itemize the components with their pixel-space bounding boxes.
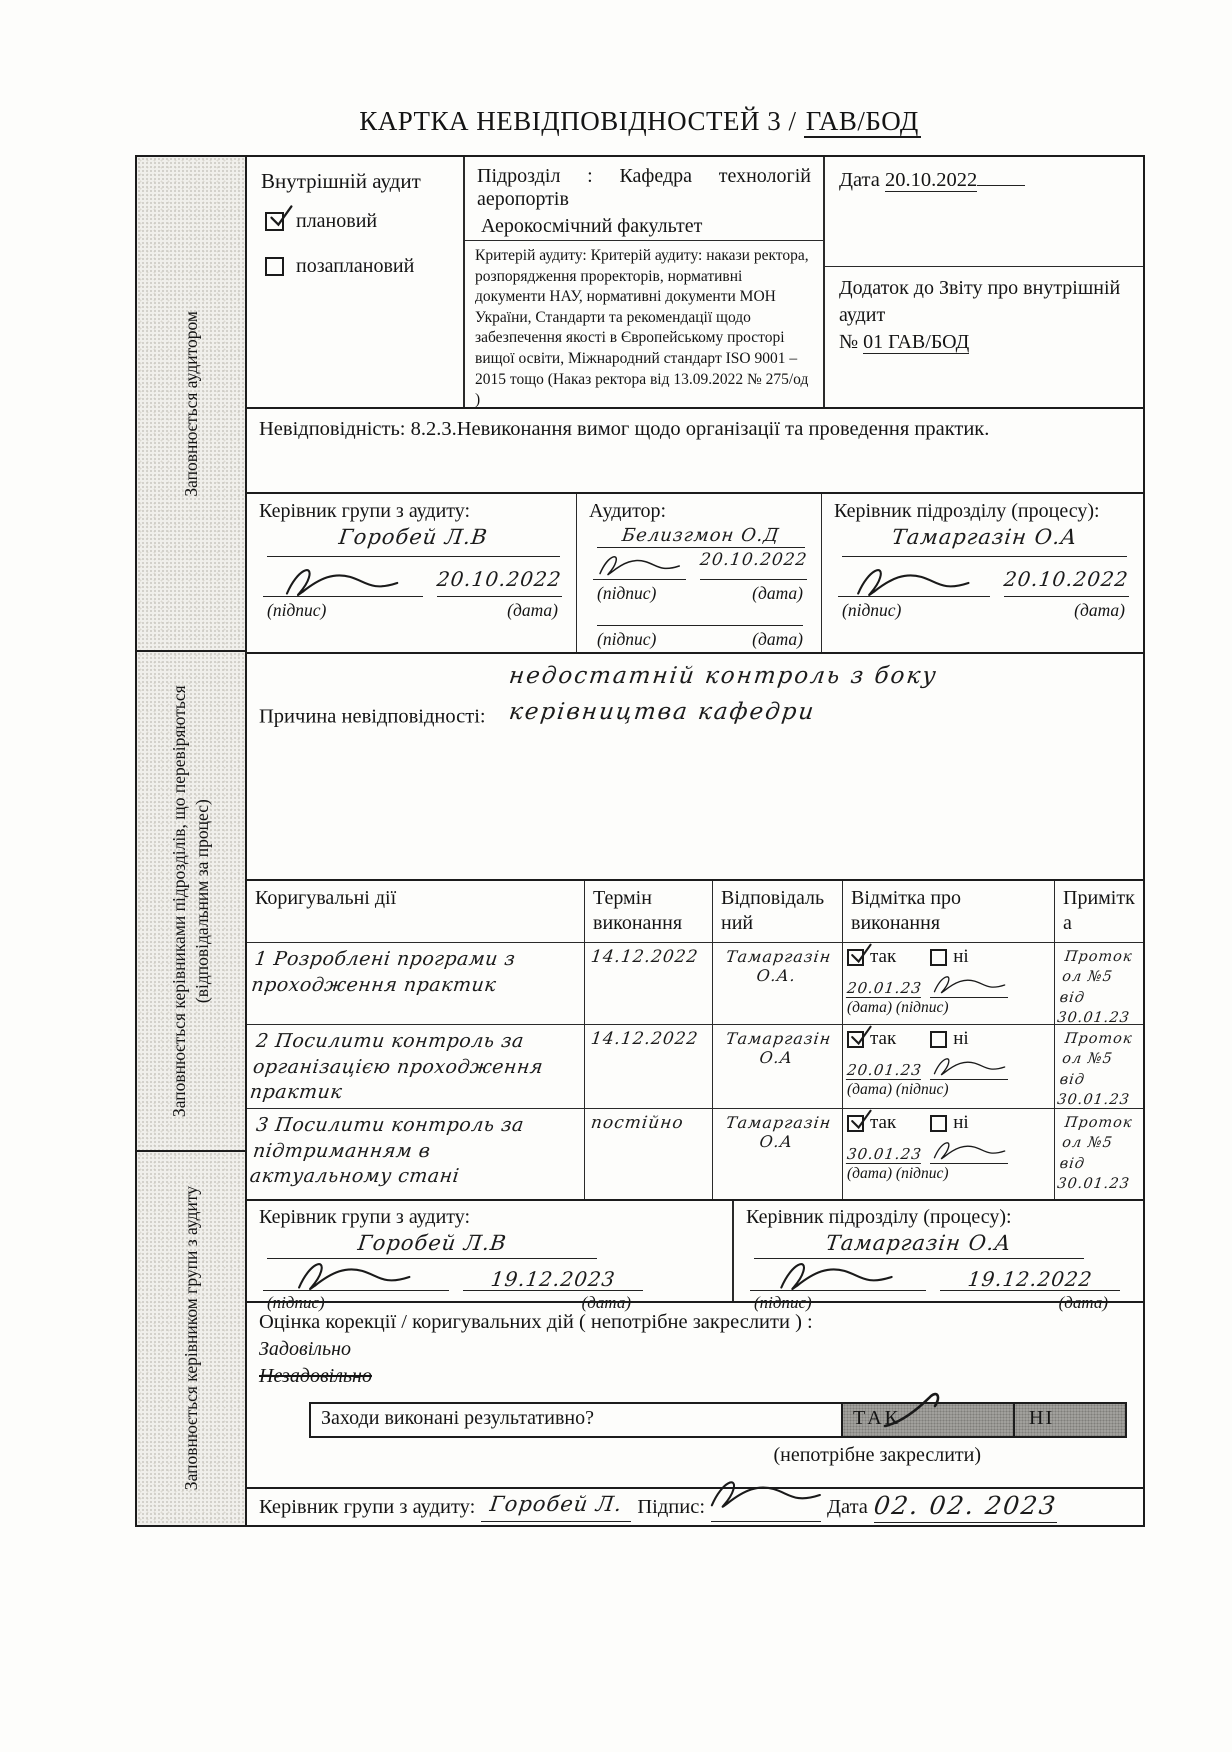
sidebar-section-lead-auditor <box>137 1152 245 1525</box>
signature-squiggle-icon <box>840 562 985 604</box>
corrective-actions-table <box>247 879 1143 1199</box>
no-checkbox[interactable] <box>930 1115 947 1132</box>
term-cell <box>585 1025 713 1108</box>
no-label: ні <box>953 1028 969 1049</box>
handwritten-slash-icon <box>877 1392 947 1436</box>
handwritten-date: 19.12.2022 <box>966 1267 1094 1291</box>
handwritten-name-line <box>754 1231 1084 1259</box>
signature-caption: (підпис) <box>267 600 327 620</box>
signature-squiggle-icon <box>930 1133 1008 1169</box>
signature <box>263 567 423 597</box>
role-label: Керівник підрозділу (процесу): <box>834 500 1100 522</box>
handwritten-term: 14.12.2022 <box>589 1029 700 1049</box>
term-cell <box>585 1109 713 1199</box>
sidebar-section-auditor <box>137 157 245 652</box>
handwritten-note: Протокол №5 від 30.01.23 <box>1056 1031 1134 1108</box>
measures-question: Заходи виконані результативно? <box>311 1404 841 1436</box>
yes-no-row <box>843 1025 1054 1050</box>
measures-effective-box <box>309 1402 1127 1438</box>
signature-caption-row <box>589 629 811 650</box>
form-content <box>247 157 1143 1525</box>
yes-no-row <box>843 943 1054 968</box>
blank-signature-line <box>597 608 803 626</box>
handwritten-term: постійно <box>589 1113 685 1133</box>
signature-caption: (підпис) <box>895 1081 949 1098</box>
mark-signature-line <box>843 1050 1054 1080</box>
handwritten-date: 02. 02. 2023 <box>872 1491 1059 1520</box>
annex-text: Додаток до Звіту про внутрішній аудит <box>839 277 1121 326</box>
signature <box>930 1056 1008 1080</box>
date-caption: (дата) <box>847 999 893 1016</box>
table-row <box>247 943 1143 1025</box>
signature <box>593 550 686 580</box>
role-label: Керівник групи з аудиту: <box>259 500 471 522</box>
date-slot <box>700 550 807 580</box>
date-caption: (дата) <box>1074 600 1125 620</box>
handwritten-check-icon <box>849 941 873 966</box>
no-checkbox[interactable] <box>930 1031 947 1048</box>
col-header-responsible: Відповідальний <box>713 881 843 942</box>
handwritten-responsible: Тамаргазін О.А. <box>724 947 833 985</box>
signature-date-line <box>593 550 807 580</box>
signature <box>263 1267 449 1291</box>
audit-type-cell <box>247 157 465 407</box>
no-value: НІ <box>1029 1407 1055 1429</box>
signature <box>930 974 1008 998</box>
cause-label: Причина невідповідності: <box>259 705 486 728</box>
handwritten-action: 3 Посилити контроль за підтриманням в актуальному стані <box>248 1114 526 1188</box>
handwritten-date: 20.10.2022 <box>436 567 564 591</box>
no-label: ні <box>953 946 969 967</box>
signature-squiggle-icon <box>265 1256 442 1298</box>
yes-checkbox[interactable] <box>847 1031 864 1048</box>
signature-caption: (підпис) <box>895 1165 949 1182</box>
date-caption: (дата) <box>752 582 803 603</box>
annex-cell <box>825 267 1143 407</box>
signature-squiggle-icon <box>930 1049 1008 1085</box>
evaluation-section <box>247 1301 1143 1487</box>
date-value: 20.10.2022 <box>885 169 978 191</box>
mark-cell <box>843 1025 1055 1108</box>
yes-value: ТАК <box>853 1407 902 1429</box>
signature-squiggle-icon <box>930 967 1008 1003</box>
unplanned-checkbox[interactable] <box>265 257 284 276</box>
title-text: КАРТКА НЕВІДПОВІДНОСТЕЙ 3 / <box>359 106 797 136</box>
handwritten-name: Горобей Л.В <box>337 525 490 549</box>
planned-label: плановий <box>296 210 378 232</box>
handwritten-name-line <box>842 525 1127 557</box>
action-cell <box>247 943 585 1024</box>
handwritten-name: Горобей Л.В <box>356 1231 508 1255</box>
handwritten-name: Тамаргазін О.А <box>890 525 1079 549</box>
mark-signature-line <box>843 968 1054 998</box>
handwritten-check-icon <box>849 1023 873 1048</box>
col-header-mark: Відмітка про виконання <box>843 881 1055 942</box>
audit-lead-signature-block <box>247 494 577 652</box>
date-slot <box>940 1267 1120 1291</box>
handwritten-note: Протокол №5 від 30.01.23 <box>1056 949 1134 1026</box>
signature-caption: (підпис) <box>597 582 657 603</box>
cause-line-1: недостатній контроль з боку <box>507 663 939 689</box>
handwritten-responsible: Тамаргазін О.А <box>724 1029 833 1067</box>
audit-lead-signature-block <box>247 1201 734 1312</box>
note-cell <box>1055 943 1143 1024</box>
date-slot <box>463 1267 643 1291</box>
date-caption: (дата) <box>752 629 803 649</box>
annex-number-value: 01 ГАВ/БОД <box>863 331 970 353</box>
yes-label: так <box>870 946 897 967</box>
handwritten-check-icon <box>268 202 294 230</box>
yes-checkbox[interactable] <box>847 1115 864 1132</box>
signature-date-line <box>750 1261 1120 1291</box>
unit-name: Підрозділ : Кафедра технологій аеропортів <box>477 165 811 210</box>
handwritten-name-line <box>267 525 560 557</box>
handwritten-name: Горобей Л. <box>488 1492 624 1516</box>
yes-label: так <box>870 1112 897 1133</box>
col-header-actions: Коригувальні дії <box>247 881 585 942</box>
action-cell <box>247 1025 585 1108</box>
signature-date-line <box>263 1261 643 1291</box>
handwritten-date-line <box>874 1491 1057 1523</box>
responsible-cell <box>713 943 843 1024</box>
process-head-signature-block <box>734 1201 1143 1312</box>
signature <box>711 1492 821 1522</box>
nonconformity-row: Невідповідність: 8.2.3.Невиконання вимог щодо організації та проведення практик. <box>247 407 1143 492</box>
handwritten-name-line <box>267 1231 597 1259</box>
responsible-cell <box>713 1025 843 1108</box>
faculty-name: Аерокосмічний факультет <box>481 215 703 237</box>
strike-instruction: (непотрібне закреслити) <box>773 1444 981 1466</box>
no-cell[interactable] <box>1013 1404 1125 1436</box>
unplanned-label: позаплановий <box>296 255 415 277</box>
date-caption: (дата) <box>847 1165 893 1182</box>
page-title <box>135 106 1145 137</box>
handwritten-done-date: 20.01.23 <box>845 979 923 997</box>
signature-label: Підпис: <box>637 1495 706 1518</box>
table-header-row <box>247 881 1143 943</box>
signature-caption: (підпис) <box>842 600 902 620</box>
date-label: Дата <box>839 169 880 191</box>
auditor-signature-block <box>577 494 822 652</box>
evaluation-label: Оцінка корекції / коригувальних дій ( непотрібне закреслити ) : <box>259 1311 813 1333</box>
no-checkbox[interactable] <box>930 949 947 966</box>
date-annex-cell <box>825 157 1143 407</box>
no-label: ні <box>953 1112 969 1133</box>
date-underline-tail <box>977 166 1025 186</box>
handwritten-done-date: 30.01.23 <box>845 1145 923 1163</box>
top-signatures-row <box>247 492 1143 652</box>
handwritten-action: 1 Розроблені програми з проходження практик <box>250 948 517 996</box>
signature-squiggle-icon <box>752 1256 919 1298</box>
sidebar-label: Заповнюється керівниками підрозділів, що перевіряються (відповідальним за процес) <box>169 685 212 1117</box>
annex-number-label: № <box>839 331 859 353</box>
handwritten-name-line <box>481 1492 631 1522</box>
date-cell <box>825 157 1143 267</box>
role-label: Керівник групи з аудиту: <box>259 1206 471 1228</box>
planned-option <box>265 210 453 233</box>
audit-type-label: Внутрішній аудит <box>261 169 421 193</box>
signature <box>750 1267 926 1291</box>
process-head-signature-block <box>822 494 1143 652</box>
unplanned-option <box>265 255 453 278</box>
date-caption: (дата) <box>1058 1293 1108 1312</box>
handwritten-done-date: 20.01.23 <box>845 1061 923 1079</box>
handwritten-term: 14.12.2022 <box>589 947 700 967</box>
mark-cell <box>843 1109 1055 1199</box>
signature <box>930 1140 1008 1164</box>
audit-criteria-cell: Критерій аудиту: Критерій аудиту: накази ректора, розпорядження проректорів, нормативні документи НАУ, нормативні документи МОН України, Стандарти та рекомендації щодо забезпечення якості в Європейському просторі вищої освіти, Міжнародний стандарт ISO 9001 – 2015 тощо (Наказ ректора від 13.09.2022 № 275/од ) <box>475 247 809 409</box>
role-label: Аудитор: <box>589 500 667 522</box>
option-satisfactory: Задовільно <box>259 1338 352 1360</box>
handwritten-date: 20.10.2022 <box>698 549 809 570</box>
sidebar-label: Заповнюється аудитором <box>180 310 201 497</box>
date-slot <box>1004 567 1129 597</box>
signature-caption: (підпис) <box>754 1293 812 1312</box>
col-header-note: Примітка <box>1063 887 1135 934</box>
mark-signature-line <box>843 1134 1054 1164</box>
option-unsatisfactory-struck: Незадовільно <box>259 1365 372 1387</box>
sidebar-section-departments <box>137 652 245 1152</box>
signature-caption: (підпис) <box>267 1293 325 1312</box>
signature-caption: (підпис) <box>895 999 949 1016</box>
date-slot <box>437 567 562 597</box>
handwritten-cause <box>509 659 937 730</box>
handwritten-name: Тамаргазін О.А <box>824 1231 1014 1255</box>
date-caption: (дата) <box>847 1081 893 1098</box>
signature-caption: (підпис) <box>597 629 657 649</box>
mark-cell <box>843 943 1055 1024</box>
role-label: Керівник групи з аудиту: <box>259 1495 476 1518</box>
cause-row <box>247 652 1143 879</box>
responsible-cell <box>713 1109 843 1199</box>
yes-cell[interactable] <box>841 1404 1013 1436</box>
signature-squiggle-icon <box>705 1465 825 1525</box>
term-cell <box>585 943 713 1024</box>
table-row <box>247 1025 1143 1109</box>
handwritten-responsible: Тамаргазін О.А <box>724 1113 833 1151</box>
signature-date-line <box>263 559 562 597</box>
signature-squiggle-icon <box>265 562 417 604</box>
handwritten-name: Белизгмон О.Д <box>621 525 781 546</box>
sidebar-label: Заповнюється керівником групи з аудиту <box>180 1186 201 1491</box>
yes-label: так <box>870 1028 897 1049</box>
date-caption: (дата) <box>507 600 558 620</box>
handwritten-action: 2 Посилити контроль за організацією проходження практик <box>248 1030 545 1104</box>
signature-date-line <box>838 559 1129 597</box>
note-cell <box>1055 1109 1143 1199</box>
handwritten-check-icon <box>849 1107 873 1132</box>
audit-header-row <box>247 157 1143 407</box>
date-label: Дата <box>827 1495 868 1518</box>
unit-criteria-cell <box>465 157 825 407</box>
handwritten-date: 20.10.2022 <box>1003 567 1131 591</box>
handwritten-note: Протокол №5 від 30.01.23 <box>1056 1115 1134 1192</box>
handwritten-date: 19.12.2023 <box>489 1267 617 1291</box>
nonconformity-card-form <box>135 155 1145 1527</box>
planned-checkbox[interactable] <box>265 212 284 231</box>
date-caption: (дата) <box>581 1293 631 1312</box>
unit-cell <box>465 157 823 241</box>
col-header-term: Термін виконання <box>585 881 713 942</box>
title-audit-code: ГАВ/БОД <box>805 106 919 136</box>
cause-line-2: керівництва кафедри <box>507 698 817 725</box>
signature-squiggle-icon <box>595 545 683 587</box>
final-signoff-row <box>247 1487 1143 1525</box>
role-label: Керівник підрозділу (процесу): <box>746 1206 1012 1228</box>
table-row <box>247 1109 1143 1199</box>
yes-no-row <box>843 1109 1054 1134</box>
note-cell <box>1055 1025 1143 1108</box>
signature <box>838 567 990 597</box>
action-cell <box>247 1109 585 1199</box>
form-sidebar <box>137 157 247 1525</box>
bottom-signatures-row <box>247 1199 1143 1312</box>
yes-checkbox[interactable] <box>847 949 864 966</box>
